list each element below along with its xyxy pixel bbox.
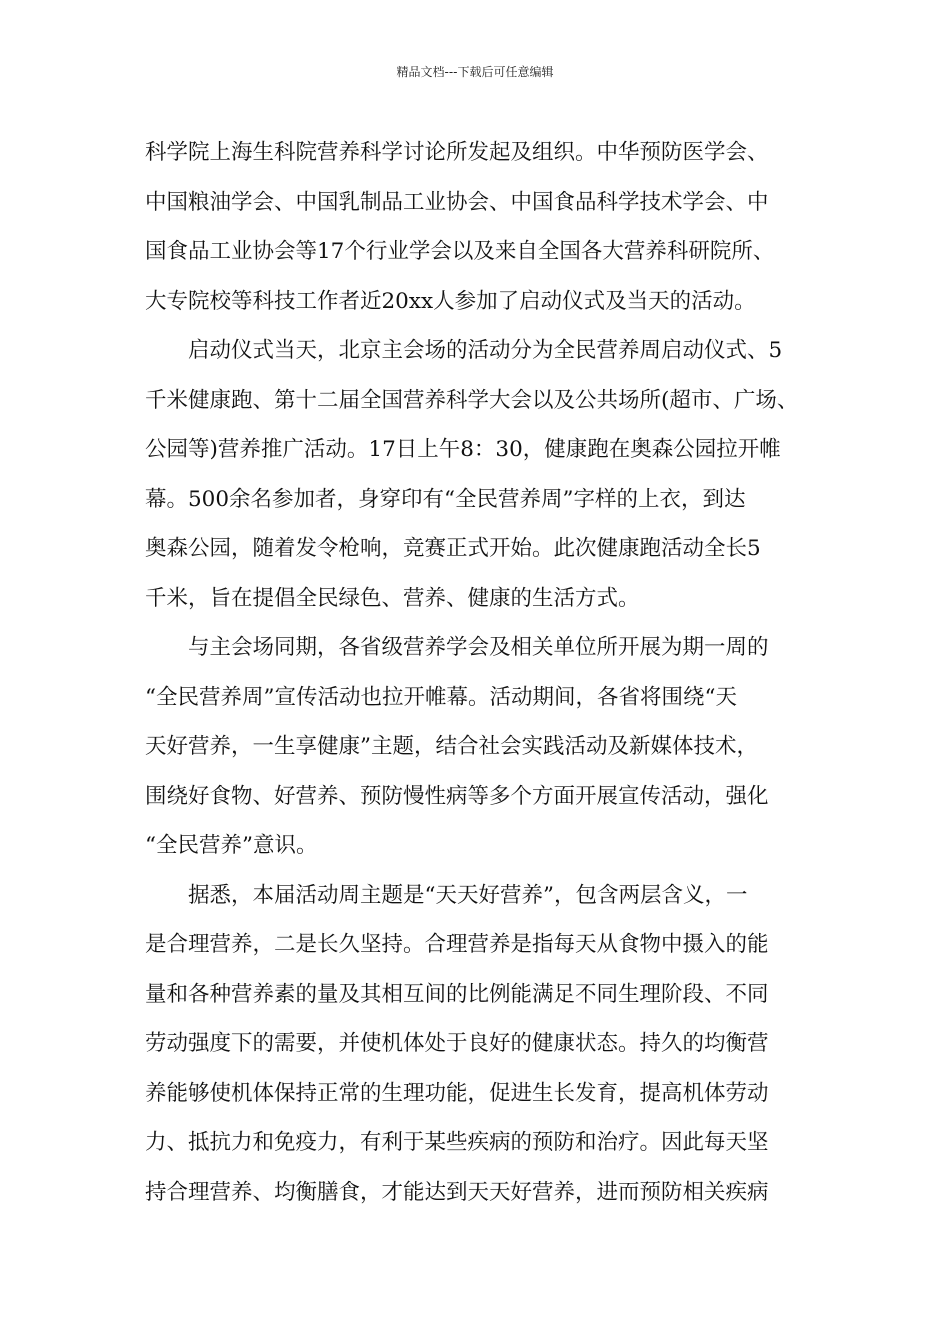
paragraph-line: 启动仪式当天，北京主会场的活动分为全民营养周启动仪式、5 — [145, 338, 783, 363]
paragraph-line: 科学院上海生科院营养科学讨论所发起及组织。中华预防医学会、 — [145, 140, 769, 165]
paragraph-line: “全民营养周”宣传活动也拉开帷幕。活动期间，各省将围绕“天 — [145, 684, 737, 710]
paragraph-line: 劳动强度下的需要，并使机体处于良好的健康状态。持久的均衡营 — [145, 1031, 769, 1056]
paragraph-line: 养能够使机体保持正常的生理功能，促进生长发育，提高机体劳动 — [145, 1080, 769, 1106]
paragraph-line: 持合理营养、均衡膳食，才能达到天天好营养，进而预防相关疾病 — [145, 1179, 769, 1205]
document-body — [145, 128, 807, 1217]
paragraph-line: 公园等)营养推广活动。17日上午8：30，健康跑在奥森公园拉开帷 — [145, 437, 781, 462]
paragraph-1 — [145, 128, 807, 326]
paragraph-line: 是合理营养，二是长久坚持。合理营养是指每天从食物中摄入的能 — [145, 932, 769, 957]
paragraph-4 — [145, 871, 807, 1218]
page-header: 精品文档---下载后可任意编辑 — [396, 65, 554, 79]
paragraph-line: 国食品工业协会等17个行业学会以及来自全国各大营养科研院所、 — [145, 239, 775, 264]
paragraph-line: 据悉，本届活动周主题是“天天好营养”，包含两层含义，一 — [145, 882, 748, 908]
paragraph-line: 幕。500余名参加者，身穿印有“全民营养周”字样的上衣，到达 — [145, 486, 746, 512]
paragraph-line: 量和各种营养素的量及其相互间的比例能满足不同生理阶段、不同 — [145, 981, 769, 1007]
paragraph-line: 千米，旨在提倡全民绿色、营养、健康的生活方式。 — [145, 585, 640, 611]
paragraph-line: 力、抵抗力和免疫力，有利于某些疾病的预防和治疗。因此每天坚 — [145, 1130, 769, 1155]
paragraph-line: 中国粮油学会、中国乳制品工业协会、中国食品科学技术学会、中 — [145, 189, 769, 215]
paragraph-line: 千米健康跑、第十二届全国营养科学大会以及公共场所(超市、广场、 — [145, 387, 799, 413]
paragraph-3 — [145, 623, 807, 871]
paragraph-line: 围绕好食物、好营养、预防慢性病等多个方面开展宣传活动，强化 — [145, 783, 769, 809]
paragraph-line: 奥森公园，随着发令枪响，竞赛正式开始。此次健康跑活动全长5 — [145, 536, 761, 561]
paragraph-line: 与主会场同期，各省级营养学会及相关单位所开展为期一周的 — [145, 635, 769, 660]
paragraph-line: “全民营养”意识。 — [145, 833, 318, 858]
paragraph-line: 天好营养，一生享健康”主题，结合社会实践活动及新媒体技术， — [145, 734, 758, 759]
paragraph-2 — [145, 326, 807, 623]
paragraph-line: 大专院校等科技工作者近20xx人参加了启动仪式及当天的活动。 — [145, 288, 756, 314]
